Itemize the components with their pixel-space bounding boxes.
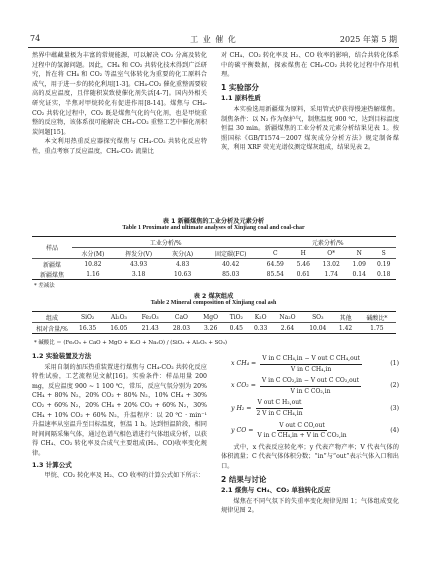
table1-col-header: C (260, 248, 292, 259)
header-rule (28, 47, 399, 48)
table2-cell: 16.35 (72, 323, 103, 334)
journal-name: 工 业 催 化 (190, 35, 237, 44)
equation-3 (221, 398, 399, 418)
section-1-2-title: 1.2 实验装置及方法 (32, 352, 92, 360)
intro-paragraph-2: 本文利用热重反应器探究煤焦与 CH₄-CO₂ 共转化反应特性，重点考察了反应温度，CH₄-CO₂ 流量比 (32, 138, 207, 155)
table1-cell: 13.02 (322, 260, 340, 268)
table1-cell: 0.19 (377, 260, 391, 268)
left-column-top (32, 51, 207, 211)
table2-col-header: K₂O (248, 312, 272, 323)
table1-cell: 1.16 (72, 269, 114, 280)
table2-col-header: Na₂O (273, 312, 302, 323)
table1-cell: 85.03 (202, 269, 260, 280)
left-column-bottom (32, 350, 207, 564)
table2-col-header: TiO₂ (224, 312, 248, 323)
table2-caption-en: Table 2 Mineral composition of Xinjiang coal ash (150, 300, 277, 306)
table1-note: * 差减法 (34, 283, 55, 289)
equation-denominator: V in C CO₂,in (290, 387, 331, 395)
intro-paragraph-3: 对 CH₄、CO₂ 转化率及 H₂、CO 收率的影响，结合共转化体系中的碳平衡数据，探索煤焦在 CH₄-CO₂ 共转化过程中作用机理。 (221, 52, 399, 79)
section-2-1-text: 煤焦在不同气氛下的失重率变化规律见图 1；气体组成变化规律见图 2。 (221, 497, 399, 515)
table1-caption-cn: 表 1 新疆煤焦的工业分析及元素分析 (162, 218, 265, 225)
table2-col-header: SO₃ (302, 312, 333, 323)
table-row (32, 259, 396, 270)
table1-cell: 3.18 (114, 269, 164, 280)
equation-number: (4) (390, 426, 399, 434)
table-row (32, 269, 396, 280)
section-2-1-title: 2.1 煤焦与 CH₄、CO₂ 单独转化反应 (221, 486, 331, 495)
equation-1 (221, 354, 399, 374)
page-number: 74 (30, 34, 41, 43)
equation-numerator: V out C CO,out (277, 421, 327, 432)
table2-cell: 相对含量/% (32, 323, 72, 334)
equation-denominator: V in C CH₄,in + V in C CO₂,in (257, 432, 347, 440)
table2-cell: 0.45 (224, 323, 248, 334)
equation-lhs: y H₂ = (231, 404, 252, 412)
equation-lhs: x CO₂ = (231, 382, 256, 390)
equation-2 (221, 376, 399, 396)
table1-cell: 64.59 (266, 260, 284, 268)
right-column-top (221, 51, 399, 211)
table1-row-header: 样品 (32, 237, 72, 259)
table2-cell: 3.26 (197, 323, 224, 334)
table1-cell: 0.18 (371, 269, 396, 280)
table2-col-header: 组成 (32, 312, 72, 323)
table1-cell: 5.46 (296, 260, 310, 268)
table1-row-name: 新疆煤焦 (32, 269, 72, 280)
section-1-3-title: 1.3 计算公式 (32, 460, 72, 469)
table1-col-header: O* (315, 248, 347, 259)
table1-cell: 10.82 (84, 260, 102, 268)
table1-cell: 40.42 (222, 260, 240, 268)
table2-col-header: MgO (197, 312, 224, 323)
table1-cell: 4.83 (175, 260, 190, 268)
table1-cell: 85.54 (260, 269, 292, 280)
table1-cell: 1.74 (315, 269, 347, 280)
table1-caption-en: Table 1 Proximate and ultimate analyses of Xinjiang coal and coal-char (122, 225, 305, 231)
intro-paragraph-1: 然界中蕴藏量极为丰富的常规能源，可以解决 CO₂ 分离及转化过程中的氢源问题。因此，CH₄ 和 CO₂ 共转化技术得到广泛研究，旨在将 CH₄ 和 CO₂ 等温室气体转化为重要的化工原料合成气，用于进一步的转化利用[1-3]。CH₄-CO₂ 催化重整需要较高的反应温度，且伴随积炭致使催化剂失活[4-7]。国内外相关研究证实，半焦对甲烷转化有促进作用[8-14]。煤焦与 CH₄-CO₂ 共转化过程中，CO₂ 既是煤焦气化的气化剂，也是甲烷重整的反应物，该体系很可能解决 CH₄-CO₂ 重整工艺中催化剂积炭问题[15]。 (32, 52, 207, 136)
table-row (32, 323, 396, 334)
table2-caption-cn: 表 2 煤灰组成 (193, 293, 234, 300)
section-1-2-text: 采用自制的加压热重装置进行煤焦与 CH₄-CO₂ 共转化反应特性试验，工艺流程见文献[16]。实验条件：样品用量 200 mg，反应温度 900 ~ 1 100 ℃，常压，反应气氛分别为 20% CH₄ + 80% N₂，20% CO₂ + 80% N₂，10% CH₄ + 30% CO₂ + 60% N₂，20% CH₄ + 20% CO₂ + 60% N₂，30% CH₄ + 10% CO₂ + 60% N₂，升温程序：以 20 ℃ · min⁻¹ 升温速率从室温升至目标温度，恒温 1 h。达到恒温阶段，相同时间间隔采集气体，通过色谱气相色谱进行气体组成分析，以获得 CH₄、CO₂ 转化率及合成气主要组成(H₂、CO)收率变化规律。 (32, 363, 207, 457)
page-header (28, 34, 399, 48)
table1-col-header: 水分(M) (72, 248, 114, 259)
section-1-3-text: 甲烷、CO₂ 转化率及 H₂、CO 收率的计算公式如下所示： (44, 472, 205, 480)
table2 (32, 311, 396, 334)
table2-col-header: Al₂O₃ (103, 312, 134, 323)
table1-row-name: 新疆煤 (42, 261, 61, 269)
table2-cell: 16.05 (103, 323, 134, 334)
table1-caption (28, 216, 399, 231)
equation-numerator: V out C H₂,out (256, 398, 304, 409)
table2-cell: 28.03 (166, 323, 197, 334)
table1-col-header: 挥发分(V) (114, 248, 164, 259)
table2-cell: 1.75 (358, 323, 396, 334)
equation-denominator: V in C CH₄,in (290, 365, 332, 373)
table1-col-header: S (371, 248, 396, 259)
table2-note: * 碱酸比 ＝ (Fe₂O₃ + CaO + MgO + K₂O + Na₂O) / (SiO₂ + Al₂O₃ + SO₃) (34, 340, 227, 346)
equation-numerator: V in C CH₄,in − V out C CH₄,out (260, 354, 362, 365)
section-1-1-title: 1.1 原料性质 (221, 94, 261, 103)
table2-col-header: Fe₂O₃ (135, 312, 166, 323)
table1-group-ultimate: 元素分析/% (260, 237, 397, 248)
table1-col-header: N (347, 248, 371, 259)
equation-numerator: V in C CO₂,in − V out C CO₂,out (260, 376, 361, 387)
table1-col-header: 固定碳(FC) (202, 248, 260, 259)
table2-cell: 10.04 (302, 323, 333, 334)
equation-number: (2) (390, 382, 399, 390)
equation-lhs: y CO = (231, 426, 254, 434)
table2-col-header: SiO₂ (72, 312, 103, 323)
table2-cell: 0.33 (248, 323, 272, 334)
table2-cell: 21.43 (135, 323, 166, 334)
equation-number: (3) (390, 404, 399, 412)
equation-explanation: 式中，x 代表反应转化率；y 代表产物产率；V 代表气体的体积流量；C 代表气体体积分数；“in”与“out”表示气体入口和出口。 (221, 443, 399, 470)
table1 (32, 236, 396, 280)
table1-cell: 43.93 (130, 260, 148, 268)
table1-col-header: 灰分(A) (163, 248, 202, 259)
equation-denominator: 2 V in C CH₄,in (256, 409, 303, 417)
table2-cell: 1.42 (333, 323, 357, 334)
table1-group-proximate: 工业分析/% (72, 237, 260, 248)
table1-cell: 1.09 (352, 260, 366, 268)
equation-lhs: x CH₄ = (231, 360, 257, 368)
section-1-title: 1 实验部分 (221, 82, 259, 92)
right-column-bottom (221, 350, 399, 564)
section-2-title: 2 结果与讨论 (221, 474, 267, 484)
issue-label: 2025 年第 5 期 (339, 35, 397, 44)
table1-cell: 0.14 (347, 269, 371, 280)
table2-col-header: CaO (166, 312, 197, 323)
section-1-1-text: 本实验选用新疆煤为原料，采用管式炉获得慢速热解煤焦。制焦条件：以 N₂ 作为保护气，制焦温度 900 ℃，达到目标温度恒温 30 min。新疆煤焦的工业分析及元素分析结果见表 1。按照国标《GB/T1574－2007 煤灰成分分析方法》规定制备煤灰，利用 XRF 荧光光谱仪测定煤灰组成，结果见表 2。 (221, 105, 399, 152)
table2-cell: 2.64 (273, 323, 302, 334)
equation-block (221, 354, 399, 441)
equation-number: (1) (390, 360, 399, 368)
table1-col-header: H (291, 248, 315, 259)
table2-col-header: 碱酸比* (358, 312, 396, 323)
table1-cell: 0.61 (291, 269, 315, 280)
equation-4 (221, 421, 399, 441)
table2-col-header: 其他 (333, 312, 357, 323)
table1-cell: 10.63 (163, 269, 202, 280)
table2-caption (28, 291, 399, 306)
